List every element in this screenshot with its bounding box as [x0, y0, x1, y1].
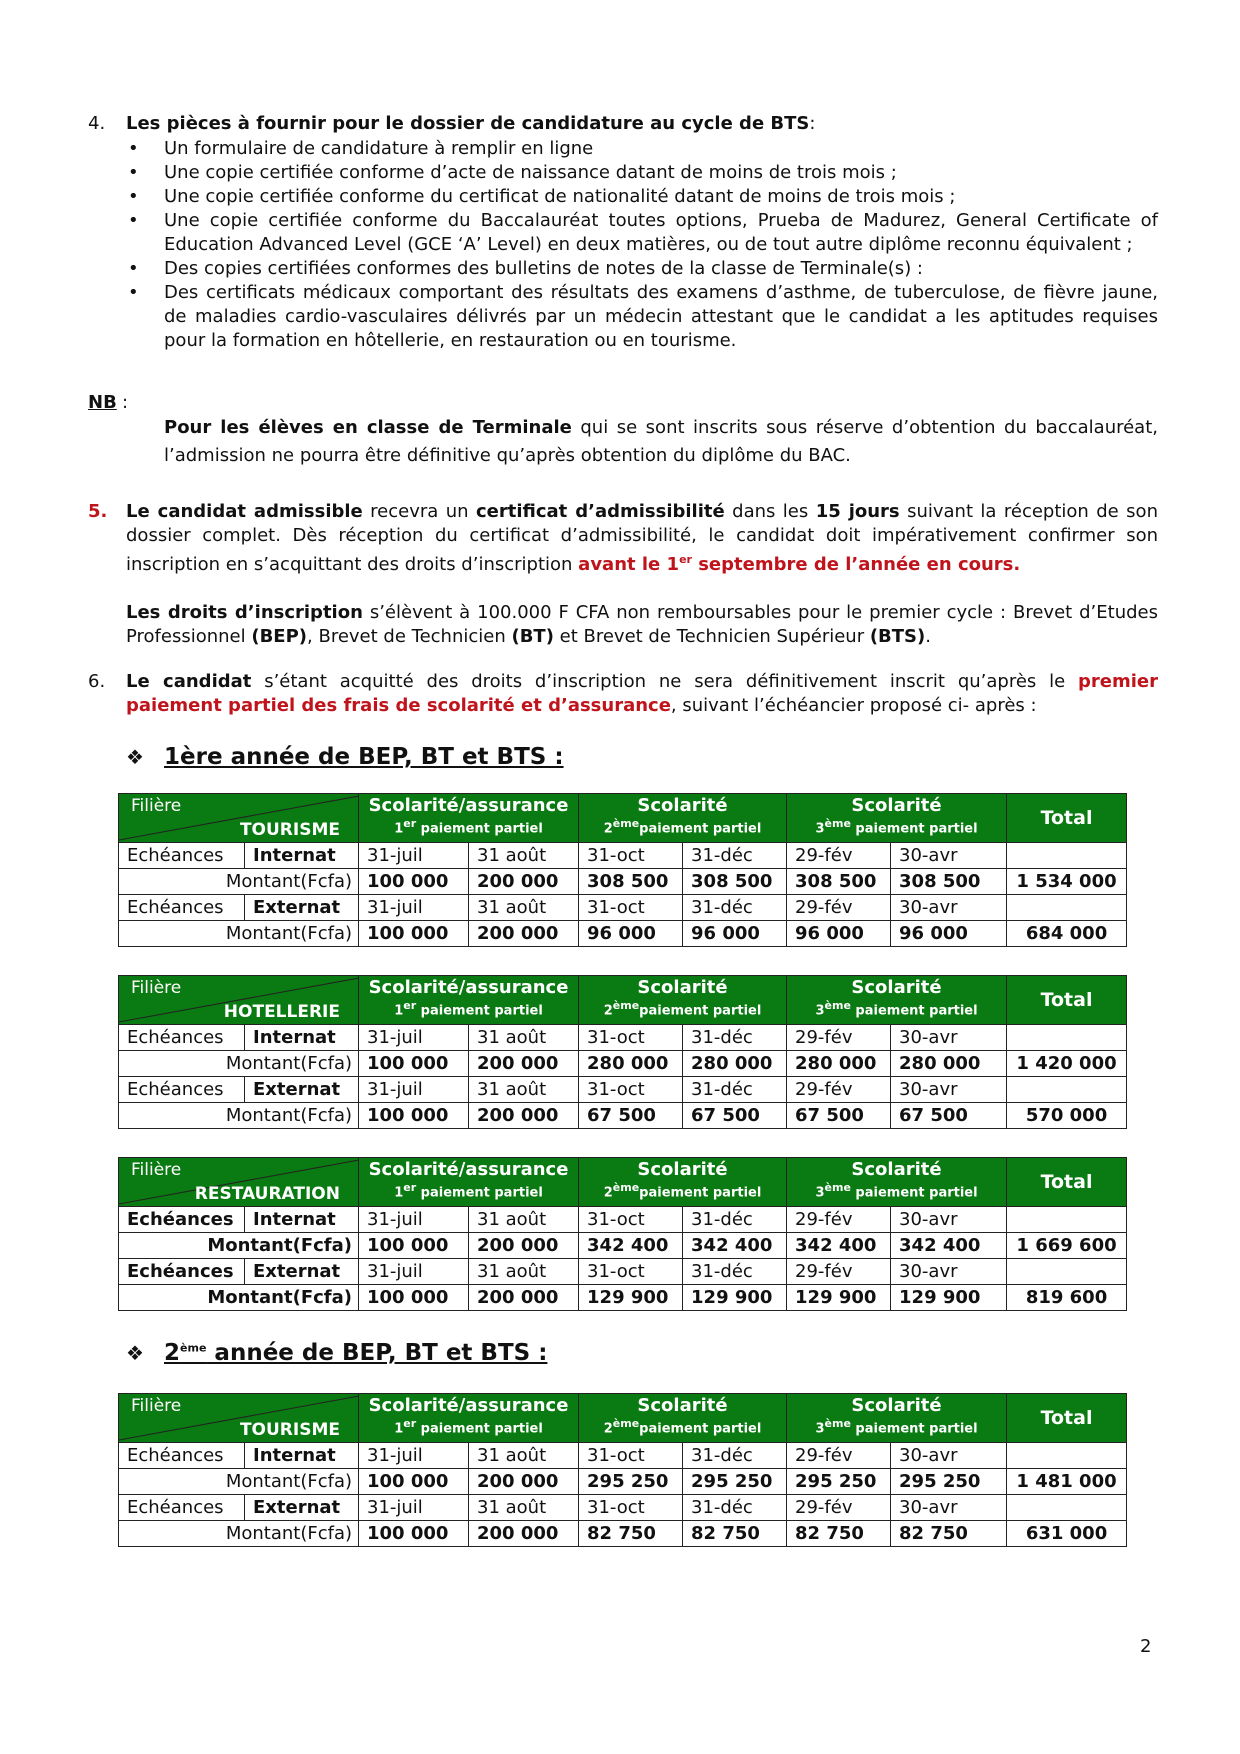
header-subtitle: paiement partiel: [639, 1421, 762, 1437]
table-row: [119, 921, 1127, 947]
text: recevra un: [362, 501, 476, 522]
header-title: Scolarité/assurance: [368, 1159, 569, 1181]
table-cell: 30-avr: [891, 1025, 1007, 1051]
row-label: Echéances: [119, 1077, 245, 1103]
item-5-paragraph-1: [126, 500, 1158, 577]
row-label: Montant(Fcfa): [119, 1469, 359, 1495]
table-cell: [1007, 1025, 1127, 1051]
filiere-name: TOURISME: [239, 1420, 340, 1440]
header-sup: ème: [612, 1181, 640, 1195]
table-row: [119, 843, 1127, 869]
table-cell: 31 août: [469, 1077, 579, 1103]
table-cell: 100 000: [359, 869, 469, 895]
text: , Brevet de Technicien: [307, 626, 512, 647]
filiere-label: Filière: [131, 796, 182, 816]
header-title: Scolarité/assurance: [368, 1395, 569, 1417]
table-cell: 30-avr: [891, 895, 1007, 921]
header-payment-1: [359, 1394, 579, 1443]
header-title: Scolarité: [637, 977, 728, 999]
table-cell: 100 000: [359, 1233, 469, 1259]
header-sup: ème: [612, 1417, 640, 1431]
row-regime: Internat: [245, 1443, 359, 1469]
table-cell: 308 500: [787, 869, 891, 895]
table-cell: [1007, 1207, 1127, 1233]
table-cell: 200 000: [469, 1103, 579, 1129]
table-cell: 1 534 000: [1007, 869, 1127, 895]
table-cell: 100 000: [359, 921, 469, 947]
nb-label: NB: [88, 392, 117, 413]
section-title-second-year: [126, 1340, 547, 1366]
table-cell: 31-déc: [683, 1259, 787, 1285]
table-cell: 31-oct: [579, 1207, 683, 1233]
table-cell: 280 000: [891, 1051, 1007, 1077]
table-row: [119, 1207, 1127, 1233]
header-title: Scolarité: [851, 977, 942, 999]
table-cell: 280 000: [579, 1051, 683, 1077]
table-cell: 96 000: [787, 921, 891, 947]
header-payment-2: [579, 794, 787, 843]
table-cell: 82 750: [891, 1521, 1007, 1547]
header-sup: ème: [824, 1417, 851, 1431]
table-row: [119, 1259, 1127, 1285]
header-payment-2: [579, 1394, 787, 1443]
table-cell: [1007, 1077, 1127, 1103]
table-cell: 684 000: [1007, 921, 1127, 947]
filiere-header-cell: [119, 794, 359, 843]
header-title: Scolarité: [637, 1395, 728, 1417]
table-cell: [1007, 1443, 1127, 1469]
row-label: Montant(Fcfa): [119, 1233, 359, 1259]
table-cell: 308 500: [683, 869, 787, 895]
table-cell: 29-fév: [787, 843, 891, 869]
table-cell: 1 481 000: [1007, 1469, 1127, 1495]
filiere-header-cell: [119, 1394, 359, 1443]
header-payment-2: [579, 976, 787, 1025]
list-item: • Des copies certifiées conformes des bulletins de notes de la classe de Terminale(s) :: [126, 257, 1158, 281]
row-label: Montant(Fcfa): [119, 1285, 359, 1311]
section-title-sup: ème: [180, 1341, 207, 1355]
table-cell: 31-oct: [579, 843, 683, 869]
table-cell: 67 500: [683, 1103, 787, 1129]
text-bold: certificat d’admissibilité: [475, 501, 725, 522]
row-label: Montant(Fcfa): [119, 1103, 359, 1129]
diamond-bullet-icon: ❖: [126, 1341, 144, 1365]
table-cell: 31 août: [469, 895, 579, 921]
fee-table-hotellerie: [118, 975, 1127, 1129]
row-regime: Externat: [245, 895, 359, 921]
text: s’étant acquitté des droits d’inscription ne sera définitivement inscrit qu’après le: [251, 671, 1079, 692]
header-payment-3: [787, 976, 1007, 1025]
table-cell: 96 000: [891, 921, 1007, 947]
header-subtitle: paiement partiel: [850, 1003, 978, 1019]
text-bold: Le candidat admissible: [126, 501, 363, 522]
header-title: Scolarité/assurance: [368, 977, 569, 999]
list-item: • Une copie certifiée conforme du Baccalauréat toutes options, Prueba de Madurez, General Certificate of Education Advanced Level (GCE ‘A’ Level) en deux matières, ou de tout autre diplôme reconnu équivalent ;: [126, 209, 1158, 257]
header-title: Scolarité: [851, 1159, 942, 1181]
header-title: Scolarité: [637, 1159, 728, 1181]
table-row: [119, 1443, 1127, 1469]
table-cell: 129 900: [579, 1285, 683, 1311]
table-cell: 308 500: [891, 869, 1007, 895]
header-sup: ème: [824, 817, 851, 831]
text: suivant la réception de son dossier complet. Dès réception du certificat d’admissibilité, le candidat doit impérativement confirmer son inscription en s’acquittant des droits d’inscription: [126, 501, 1158, 575]
table-cell: 295 250: [683, 1469, 787, 1495]
table-cell: 200 000: [469, 1233, 579, 1259]
table-cell: [1007, 895, 1127, 921]
table-cell: 29-fév: [787, 1077, 891, 1103]
table-cell: 31 août: [469, 1025, 579, 1051]
table-cell: 100 000: [359, 1285, 469, 1311]
table-cell: 570 000: [1007, 1103, 1127, 1129]
filiere-header-cell: [119, 1158, 359, 1207]
row-label: Echéances: [119, 843, 245, 869]
header-title: Scolarité/assurance: [368, 795, 569, 817]
table-cell: [1007, 1259, 1127, 1285]
header-sup: er: [403, 999, 417, 1013]
table-cell: 31-déc: [683, 843, 787, 869]
table-cell: 200 000: [469, 921, 579, 947]
text-bold: 15 jours: [815, 501, 900, 522]
table-cell: 129 900: [787, 1285, 891, 1311]
section-title-first-year: [126, 744, 564, 770]
row-label: Echéances: [119, 1443, 245, 1469]
header-subtitle: paiement partiel: [639, 821, 762, 837]
row-label: Echéances: [119, 1207, 245, 1233]
table-cell: 31 août: [469, 1443, 579, 1469]
row-regime: Externat: [245, 1077, 359, 1103]
text: et Brevet de Technicien Supérieur: [553, 626, 870, 647]
table-cell: 295 250: [579, 1469, 683, 1495]
table-cell: 31 août: [469, 1259, 579, 1285]
table-cell: 200 000: [469, 1285, 579, 1311]
table-row: [119, 1521, 1127, 1547]
table-cell: 100 000: [359, 1469, 469, 1495]
row-label: Montant(Fcfa): [119, 1521, 359, 1547]
table-row: [119, 869, 1127, 895]
table-cell: 100 000: [359, 1521, 469, 1547]
table-cell: 31-oct: [579, 1077, 683, 1103]
table-cell: 342 400: [787, 1233, 891, 1259]
table-cell: [1007, 1495, 1127, 1521]
header-subtitle: 1: [394, 1421, 404, 1437]
table-cell: 100 000: [359, 1103, 469, 1129]
item-number: 5.: [88, 501, 108, 522]
table-row: [119, 1051, 1127, 1077]
table-cell: 1 669 600: [1007, 1233, 1127, 1259]
list-item: • Un formulaire de candidature à remplir en ligne: [126, 137, 1158, 161]
page-number: 2: [1140, 1636, 1152, 1657]
text-bold: (BEP): [251, 626, 308, 647]
text: , suivant l’échéancier proposé ci- après :: [670, 695, 1037, 716]
header-sup: ème: [824, 1181, 851, 1195]
table-cell: 280 000: [683, 1051, 787, 1077]
table-cell: [1007, 843, 1127, 869]
item-5: [88, 500, 1158, 649]
table-cell: 31-déc: [683, 1443, 787, 1469]
header-sup: er: [403, 1417, 417, 1431]
deadline-text: avant le 1: [578, 554, 680, 575]
table-row: [119, 1103, 1127, 1129]
table-cell: 31-déc: [683, 895, 787, 921]
deadline-text-end: septembre de l’année en cours.: [691, 554, 1021, 575]
row-regime: Externat: [245, 1259, 359, 1285]
header-subtitle: 1: [394, 1185, 404, 1201]
item-number: 6.: [88, 671, 106, 692]
row-regime: Externat: [245, 1495, 359, 1521]
filiere-label: Filière: [131, 978, 182, 998]
table-cell: 30-avr: [891, 843, 1007, 869]
row-label: Echéances: [119, 1259, 245, 1285]
table-row: [119, 1469, 1127, 1495]
header-sup: ème: [612, 999, 640, 1013]
table-cell: 29-fév: [787, 1443, 891, 1469]
payment-highlight: premier paiement partiel des frais de scolarité et d’assurance: [126, 671, 1158, 716]
section-title-text: année de BEP, BT et BTS :: [206, 1340, 548, 1366]
header-subtitle: 1: [394, 821, 404, 837]
header-subtitle: paiement partiel: [850, 1185, 978, 1201]
item-number: 4.: [88, 113, 106, 134]
row-label: Montant(Fcfa): [119, 869, 359, 895]
header-subtitle: 3: [815, 1003, 825, 1019]
table-cell: 31-oct: [579, 1443, 683, 1469]
section-title-text: 1ère année de BEP, BT et BTS :: [164, 744, 564, 770]
header-payment-1: [359, 976, 579, 1025]
fee-table-restauration: [118, 1157, 1127, 1311]
header-payment-3: [787, 1158, 1007, 1207]
header-sup: ème: [824, 999, 851, 1013]
table-cell: 31-oct: [579, 1495, 683, 1521]
row-label: Montant(Fcfa): [119, 1051, 359, 1077]
table-cell: 31 août: [469, 1207, 579, 1233]
required-documents-list: [126, 137, 1158, 353]
header-total: Total: [1007, 1394, 1127, 1443]
table-cell: 96 000: [683, 921, 787, 947]
row-label: Echéances: [119, 1495, 245, 1521]
table-cell: 29-fév: [787, 895, 891, 921]
row-regime: Internat: [245, 1025, 359, 1051]
table-cell: 30-avr: [891, 1443, 1007, 1469]
table-cell: 200 000: [469, 1051, 579, 1077]
row-regime: Internat: [245, 843, 359, 869]
text-bold: (BTS): [869, 626, 926, 647]
table-cell: 31-juil: [359, 1495, 469, 1521]
header-sup: ème: [612, 817, 640, 831]
item-5-paragraph-2: [126, 601, 1158, 649]
table-cell: 29-fév: [787, 1259, 891, 1285]
item-6: [88, 670, 1158, 718]
table-cell: 200 000: [469, 1521, 579, 1547]
table-cell: 31-oct: [579, 895, 683, 921]
table-cell: 31-oct: [579, 1025, 683, 1051]
table-cell: 31-déc: [683, 1077, 787, 1103]
list-item: • Une copie certifiée conforme d’acte de naissance datant de moins de trois mois ;: [126, 161, 1158, 185]
table-cell: 100 000: [359, 1051, 469, 1077]
list-item: • Des certificats médicaux comportant des résultats des examens d’asthme, de tuberculose, de fièvre jaune, de maladies cardio-vasculaires délivrés par un médecin attestant que le candidat a les aptitudes requises pour la formation en hôtellerie, en restauration ou en tourisme.: [126, 281, 1158, 353]
header-subtitle: 3: [815, 1421, 825, 1437]
table-cell: 82 750: [683, 1521, 787, 1547]
table-cell: 96 000: [579, 921, 683, 947]
filiere-label: Filière: [131, 1396, 182, 1416]
filiere-name: RESTAURATION: [194, 1184, 340, 1204]
deadline-sup: er: [679, 553, 692, 566]
text-bold: Le candidat: [126, 671, 252, 692]
nb-text: [164, 414, 1158, 470]
item-4: [88, 112, 1158, 353]
table-cell: 31-juil: [359, 1259, 469, 1285]
table-cell: 31-juil: [359, 1443, 469, 1469]
table-cell: 31-déc: [683, 1495, 787, 1521]
table-cell: 30-avr: [891, 1495, 1007, 1521]
item-4-heading-colon: :: [809, 113, 816, 134]
header-subtitle: 2: [603, 821, 613, 837]
text: s’élèvent à 100.000 F CFA non remboursables pour le premier cycle : Brevet d’Etudes Professionnel: [126, 602, 1158, 647]
header-subtitle: paiement partiel: [639, 1185, 762, 1201]
header-subtitle: paiement partiel: [416, 821, 543, 837]
table-row: [119, 1025, 1127, 1051]
text-bold: Les droits d’inscription: [126, 602, 363, 623]
table-cell: 31 août: [469, 1495, 579, 1521]
table-cell: 342 400: [891, 1233, 1007, 1259]
header-subtitle: 3: [815, 821, 825, 837]
table-row: [119, 1077, 1127, 1103]
fee-table-tourisme-1: [118, 793, 1127, 947]
row-label: Montant(Fcfa): [119, 921, 359, 947]
table-cell: 31-juil: [359, 895, 469, 921]
section-title-text: 2: [164, 1340, 181, 1366]
row-label: Echéances: [119, 895, 245, 921]
table-cell: 82 750: [579, 1521, 683, 1547]
fee-table-tourisme-2: [118, 1393, 1127, 1547]
table-cell: 29-fév: [787, 1495, 891, 1521]
table-cell: 82 750: [787, 1521, 891, 1547]
table-cell: 31 août: [469, 843, 579, 869]
filiere-name: HOTELLERIE: [223, 1002, 340, 1022]
header-subtitle: paiement partiel: [639, 1003, 762, 1019]
text: dans les: [724, 501, 816, 522]
table-cell: 129 900: [683, 1285, 787, 1311]
header-subtitle: paiement partiel: [416, 1421, 543, 1437]
header-title: Scolarité: [851, 795, 942, 817]
header-total: Total: [1007, 976, 1127, 1025]
table-cell: 67 500: [891, 1103, 1007, 1129]
header-total: Total: [1007, 794, 1127, 843]
filiere-name: TOURISME: [239, 820, 340, 840]
table-cell: 29-fév: [787, 1207, 891, 1233]
table-cell: 295 250: [891, 1469, 1007, 1495]
list-item: • Une copie certifiée conforme du certificat de nationalité datant de moins de trois mois ;: [126, 185, 1158, 209]
table-cell: 30-avr: [891, 1077, 1007, 1103]
row-label: Echéances: [119, 1025, 245, 1051]
table-cell: 200 000: [469, 1469, 579, 1495]
header-payment-2: [579, 1158, 787, 1207]
header-subtitle: 2: [603, 1421, 613, 1437]
header-sup: er: [403, 1181, 417, 1195]
header-payment-1: [359, 1158, 579, 1207]
table-row: [119, 1495, 1127, 1521]
header-payment-3: [787, 794, 1007, 843]
text: .: [925, 626, 931, 647]
header-subtitle: paiement partiel: [416, 1003, 543, 1019]
item-4-heading: Les pièces à fournir pour le dossier de candidature au cycle de BTS: [126, 113, 810, 134]
table-cell: 31-juil: [359, 1077, 469, 1103]
text-bold: (BT): [511, 626, 554, 647]
table-cell: 342 400: [683, 1233, 787, 1259]
header-subtitle: paiement partiel: [850, 821, 978, 837]
nb-bold: Pour les élèves en classe de Terminale: [164, 417, 572, 438]
table-cell: 31-juil: [359, 1025, 469, 1051]
table-cell: 67 500: [579, 1103, 683, 1129]
table-cell: 295 250: [787, 1469, 891, 1495]
header-sup: er: [403, 817, 417, 831]
header-subtitle: paiement partiel: [416, 1185, 543, 1201]
header-subtitle: 3: [815, 1185, 825, 1201]
header-title: Scolarité: [637, 795, 728, 817]
header-subtitle: 2: [603, 1185, 613, 1201]
table-cell: 31-juil: [359, 843, 469, 869]
header-subtitle: 1: [394, 1003, 404, 1019]
nb-body: qui se sont inscrits sous réserve d’obtention du baccalauréat, l’admission ne pourra être définitive qu’après obtention du diplôme du BAC.: [164, 417, 1158, 466]
table-cell: 631 000: [1007, 1521, 1127, 1547]
row-regime: Internat: [245, 1207, 359, 1233]
table-cell: 31-déc: [683, 1207, 787, 1233]
table-row: [119, 895, 1127, 921]
header-subtitle: paiement partiel: [850, 1421, 978, 1437]
header-payment-1: [359, 794, 579, 843]
table-cell: 67 500: [787, 1103, 891, 1129]
header-payment-3: [787, 1394, 1007, 1443]
table-cell: 30-avr: [891, 1207, 1007, 1233]
table-cell: 308 500: [579, 869, 683, 895]
header-total: Total: [1007, 1158, 1127, 1207]
table-row: [119, 1233, 1127, 1259]
table-cell: 280 000: [787, 1051, 891, 1077]
filiere-header-cell: [119, 976, 359, 1025]
header-title: Scolarité: [851, 1395, 942, 1417]
table-cell: 342 400: [579, 1233, 683, 1259]
table-cell: 1 420 000: [1007, 1051, 1127, 1077]
header-subtitle: 2: [603, 1003, 613, 1019]
table-cell: 30-avr: [891, 1259, 1007, 1285]
diamond-bullet-icon: ❖: [126, 745, 144, 769]
table-cell: 819 600: [1007, 1285, 1127, 1311]
table-cell: 29-fév: [787, 1025, 891, 1051]
nb-colon: :: [122, 392, 129, 413]
table-cell: 129 900: [891, 1285, 1007, 1311]
table-cell: 31-juil: [359, 1207, 469, 1233]
table-cell: 200 000: [469, 869, 579, 895]
table-cell: 31-oct: [579, 1259, 683, 1285]
table-cell: 31-déc: [683, 1025, 787, 1051]
table-row: [119, 1285, 1127, 1311]
filiere-label: Filière: [131, 1160, 182, 1180]
